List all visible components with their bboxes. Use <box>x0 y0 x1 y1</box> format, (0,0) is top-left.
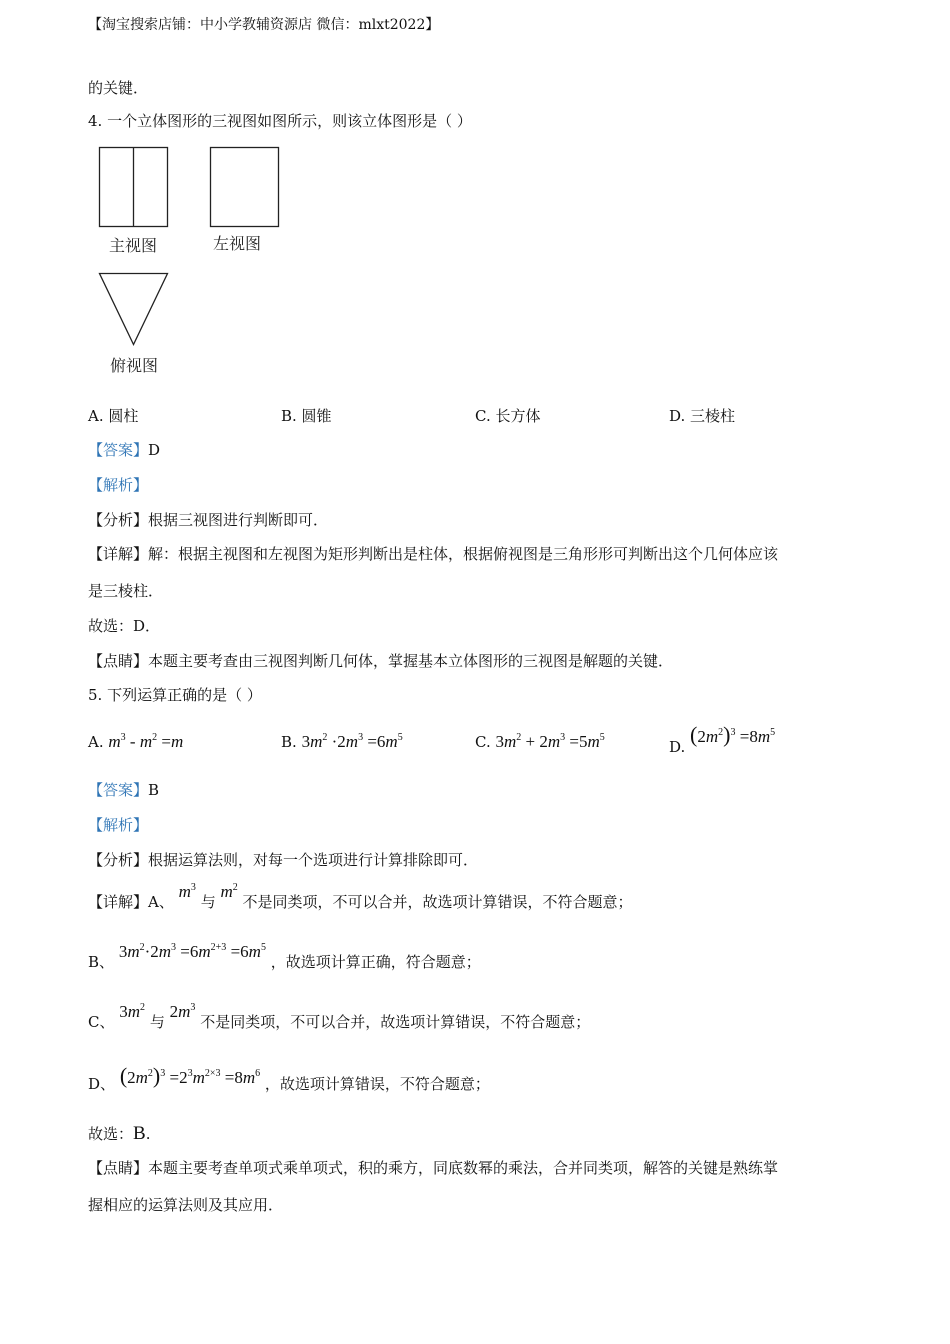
q4-fenxi: 【分析】根据三视图进行判断即可． <box>88 511 329 529</box>
detail-c-prefix: C、 <box>88 1013 115 1031</box>
option-c-label: C. <box>475 733 491 751</box>
option-d-label: D. <box>669 738 686 756</box>
q4-answer <box>88 440 160 460</box>
option-a-expr: $m^3 - m^2 =m$ <box>108 732 184 751</box>
conclusion-prefix: 故选： <box>88 1125 134 1143</box>
detail-a-term-1: $m^3$ <box>178 882 196 901</box>
q5-conclusion <box>88 1122 150 1146</box>
front-view-drawing <box>100 148 168 227</box>
q4-option-c: C. 长方体 <box>475 407 541 425</box>
q4-option-b: B. 圆锥 <box>281 407 332 425</box>
option-b-label: B. <box>281 733 297 751</box>
q4-dianjing: 【点睛】本题主要考查由三视图判断几何体，掌握基本立体图形的三视图是解题的关键． <box>88 652 674 670</box>
detail-c-suffix: 不是同类项，不可以合并，故选项计算错误，不符合题意； <box>200 1013 591 1031</box>
q5-answer <box>88 780 159 800</box>
q5-dianjing-line-1: 【点睛】本题主要考查单项式乘单项式，积的乘方，同底数幂的乘法，合并同类项，解答的关键是熟练掌 <box>88 1159 779 1177</box>
q4-option-d: D. 三棱柱 <box>669 407 736 425</box>
q4-stem: 4. 一个立体图形的三视图如图所示，则该立体图形是（ ） <box>88 112 472 130</box>
q4-detail-line-1: 【详解】解：根据主视图和左视图为矩形判断出是柱体，根据俯视图是三角形形可判断出这个几何体应该 <box>88 545 779 563</box>
q5-detail-b <box>88 944 481 980</box>
detail-a-prefix: 【详解】A、 <box>88 893 174 911</box>
detail-d-suffix: ，故选项计算错误，不符合题意； <box>264 1075 490 1093</box>
q5-option-a <box>88 732 183 752</box>
q4-conclusion: 故选：D． <box>88 617 161 635</box>
option-b-expr: $3m^2 \cdot 2m^3 =6m^5$ <box>301 732 403 751</box>
answer-value: D <box>148 441 161 459</box>
detail-c-and: 与 <box>149 1013 165 1031</box>
detail-b-expr: $3m^2\cdot 2m^3 =6m^{2+3} =6m^5$ <box>118 942 266 961</box>
detail-c-term-1: $3m^2$ <box>119 1002 146 1021</box>
detail-a-term-2: $m^2$ <box>220 882 238 901</box>
q4-analysis-tag: 【解析】 <box>88 476 149 494</box>
front-view-label: 主视图 <box>109 236 158 255</box>
detail-b-suffix: ，故选项计算正确，符合题意； <box>270 953 481 971</box>
q5-detail-d <box>88 1064 490 1102</box>
previous-tail-text: 的关键． <box>88 79 149 97</box>
q5-option-c <box>475 732 605 752</box>
option-d-expr: $(2m^2)^3 =8m^5$ <box>690 722 776 747</box>
conclusion-value: B <box>133 1123 146 1144</box>
answer-tag: 【答案】 <box>88 781 149 799</box>
option-c-expr: $3m^2 + 2m^3 =5m^5$ <box>495 732 605 751</box>
answer-tag: 【答案】 <box>88 441 149 459</box>
q5-stem: 5. 下列运算正确的是（ ） <box>88 686 262 704</box>
q5-dianjing-line-2: 握相应的运算法则及其应用． <box>88 1196 284 1214</box>
page-header: 【淘宝搜索店铺：中小学教辅资源店 微信：mlxt2022】 <box>88 17 440 33</box>
detail-a-suffix: 不是同类项，不可以合并，故选项计算错误，不符合题意； <box>242 893 633 911</box>
q5-fenxi: 【分析】根据运算法则，对每一个选项进行计算排除即可． <box>88 851 479 869</box>
detail-c-term-2: $2m^3$ <box>169 1002 196 1021</box>
top-view-label: 俯视图 <box>110 356 159 375</box>
q5-detail-a <box>88 884 633 920</box>
detail-b-prefix: B、 <box>88 953 115 971</box>
option-a-label: A. <box>88 733 104 751</box>
detail-d-expr: $(2m^2)^3 =2^3m^{2\times 3} =8m^6$ <box>119 1063 261 1088</box>
q5-detail-c <box>88 1004 590 1040</box>
detail-d-prefix: D、 <box>88 1075 116 1093</box>
q5-option-d <box>669 722 776 756</box>
q5-analysis-tag: 【解析】 <box>88 816 149 834</box>
q4-option-a: A. 圆柱 <box>88 407 139 425</box>
top-view-drawing <box>100 274 168 345</box>
q5-option-b <box>281 732 403 752</box>
q4-detail-line-2: 是三棱柱． <box>88 582 164 600</box>
left-view-label: 左视图 <box>213 234 262 253</box>
conclusion-suffix: . <box>145 1125 151 1143</box>
answer-value: B <box>148 781 160 799</box>
left-view-drawing <box>211 148 279 227</box>
detail-a-and: 与 <box>200 893 216 911</box>
